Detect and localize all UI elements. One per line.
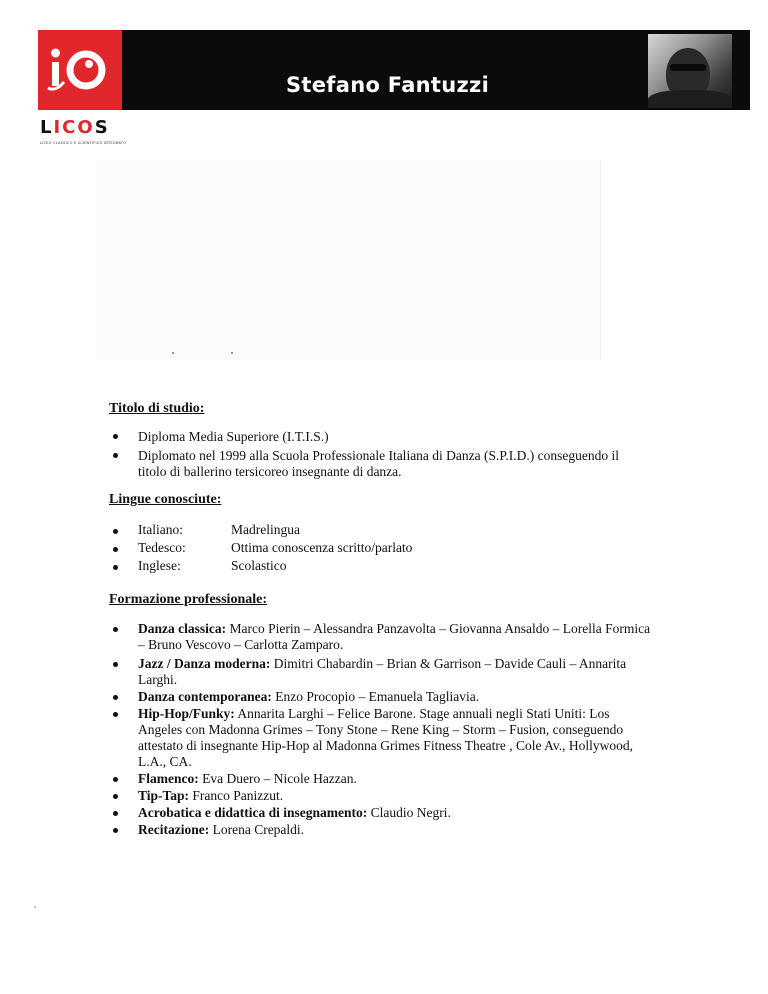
bullet [113, 627, 118, 632]
bullet [113, 529, 118, 534]
lingue-heading: Lingue conosciute: [109, 492, 222, 507]
bullet [113, 712, 118, 717]
header [0, 0, 768, 110]
lang-level: Madrelingua [231, 522, 300, 537]
licos-subtitle: LICEO CLASSICO E SCIENTIFICO INTEGRATO [40, 141, 127, 145]
bullet [113, 828, 118, 833]
lang-level: Scolastico [231, 558, 287, 573]
dot-mark [231, 352, 233, 354]
titolo-heading: Titolo di studio: [109, 401, 205, 416]
formazione-item-cont: attestato di insegnante Hip-Hop al Madonna Grimes Fitness Theatre , Cole Av., Hollywood, [138, 738, 634, 753]
profile-photo [648, 34, 732, 108]
bullet [113, 547, 118, 552]
person-name: Stefano Fantuzzi [286, 73, 490, 97]
formazione-item: Acrobatica e didattica di insegnamento: Claudio Negri. [138, 805, 451, 820]
bullet [113, 794, 118, 799]
lang-level: Ottima conoscenza scritto/parlato [231, 540, 413, 555]
header-bar [38, 30, 750, 110]
licos-logo [40, 118, 126, 145]
titolo-item: titolo di ballerino tersicoreo insegnante di danza. [138, 464, 402, 479]
formazione-item: Hip-Hop/Funky: Annarita Larghi – Felice Barone. Stage annuali negli Stati Uniti: Los [138, 706, 610, 721]
lang-name: Italiano: [138, 522, 183, 537]
formazione-item: Flamenco: Eva Duero – Nicole Hazzan. [138, 771, 357, 786]
formazione-item: Danza classica: Marco Pierin – Alessandra Panzavolta – Giovanna Ansaldo – Lorella Formica [138, 621, 651, 636]
formazione-item-cont: L.A., CA. [138, 754, 192, 769]
lang-name: Inglese: [138, 558, 181, 573]
bullet [113, 434, 118, 439]
titolo-item: Diplomato nel 1999 alla Scuola Professionale Italiana di Danza (S.P.I.D.) conseguendo il [138, 448, 620, 463]
faded-image-area [96, 160, 601, 360]
bullet [113, 662, 118, 667]
formazione-heading: Formazione professionale: [109, 592, 267, 607]
bullet [113, 811, 118, 816]
io-logo-icon [46, 42, 114, 98]
bullet [113, 777, 118, 782]
formazione-item-cont: – Bruno Vescovo – Carlotta Zamparo. [138, 637, 344, 652]
titolo-item: Diploma Media Superiore (I.T.I.S.) [138, 429, 329, 444]
formazione-item: Tip-Tap: Franco Panizzut. [138, 788, 284, 803]
bullet [113, 565, 118, 570]
formazione-item: Jazz / Danza moderna: Dimitri Chabardin – Brian & Garrison – Davide Cauli – Annarita [138, 656, 627, 671]
bullet [113, 453, 118, 458]
lang-name: Tedesco: [138, 540, 186, 555]
margin-mark [34, 906, 36, 908]
dot-mark [172, 352, 174, 354]
io-logo [38, 30, 122, 110]
formazione-item-cont: Larghi. [138, 672, 178, 687]
formazione-item: Recitazione: Lorena Crepaldi. [138, 822, 305, 837]
bullet [113, 695, 118, 700]
licos-wordmark: LICOS [40, 117, 110, 138]
formazione-item-cont: Angeles con Madonna Grimes – Tony Stone – Rene King – Storm – Fusion, conseguendo [138, 722, 624, 737]
formazione-item: Danza contemporanea: Enzo Procopio – Emanuela Tagliavia. [138, 689, 480, 704]
